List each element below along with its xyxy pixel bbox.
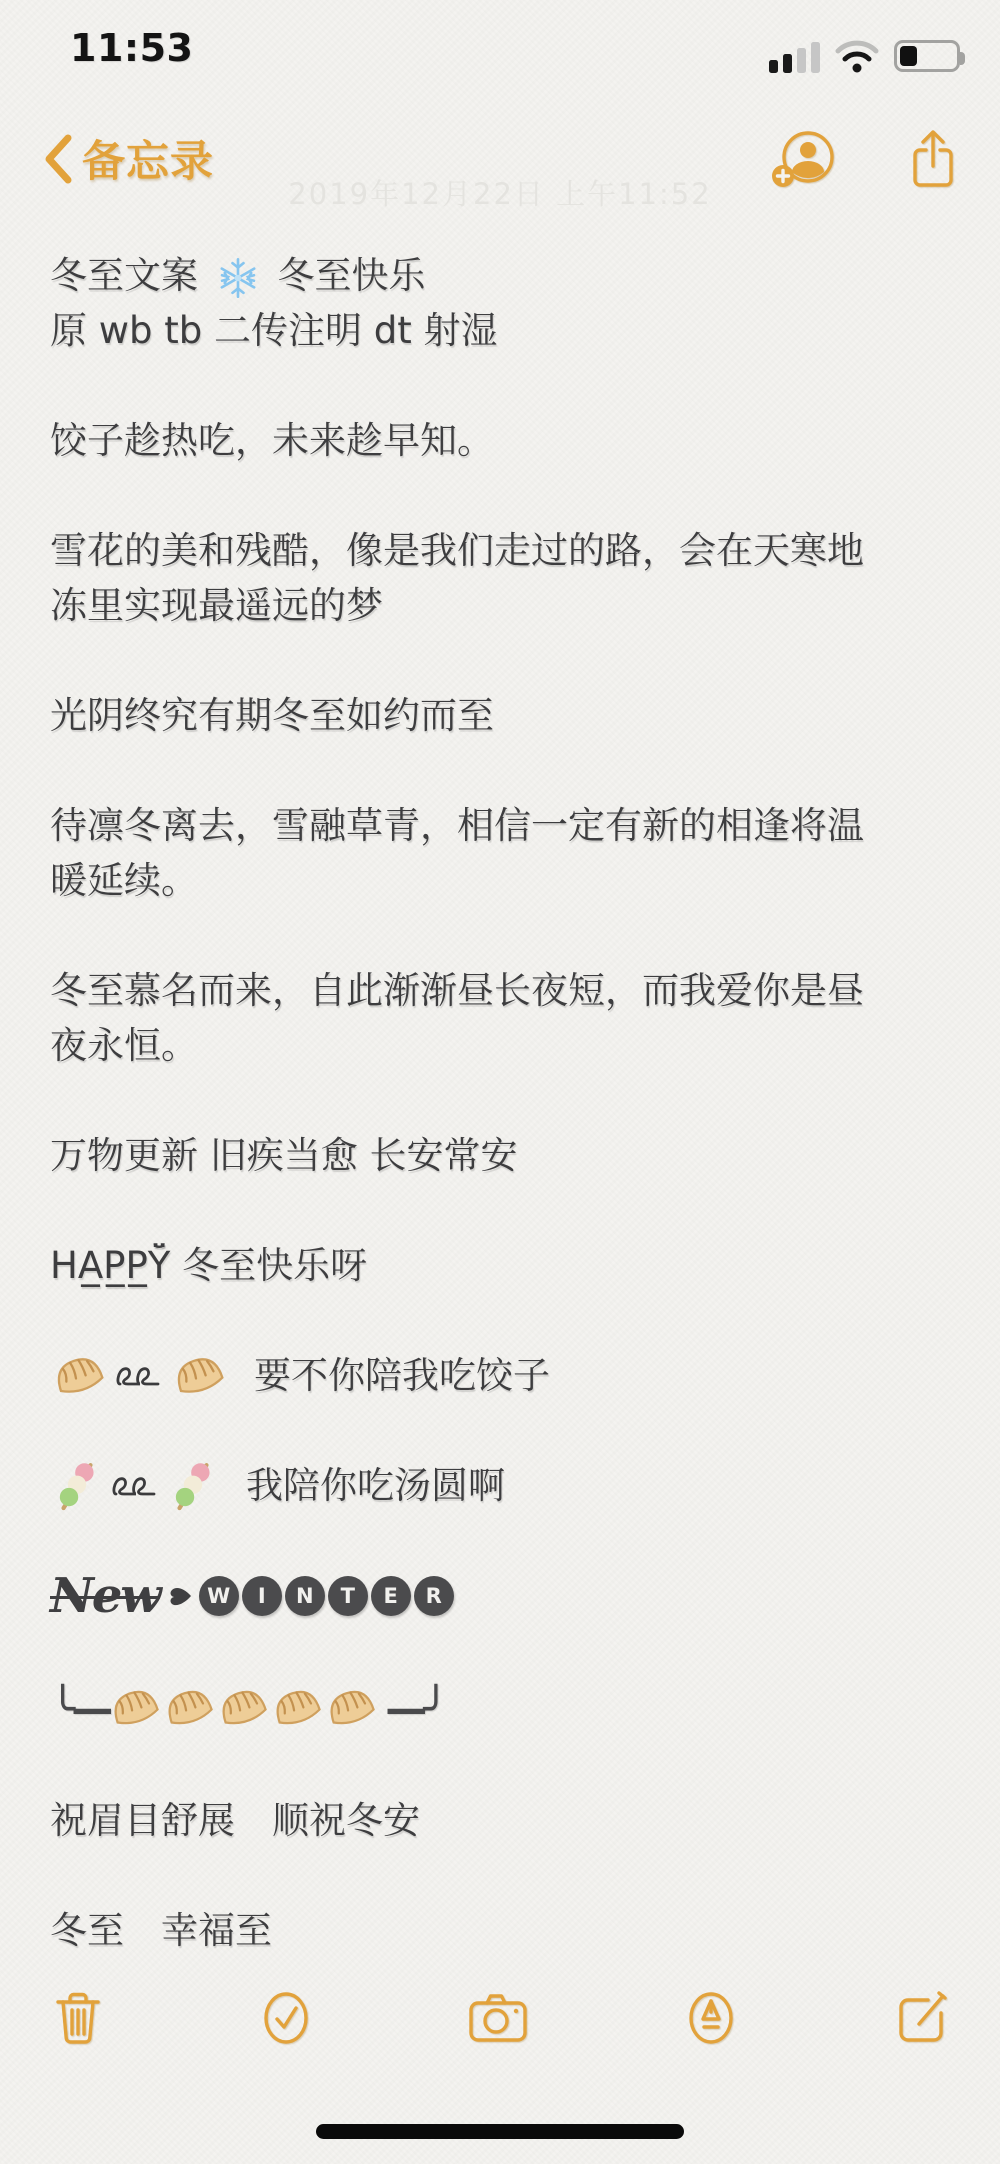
note-line-renewal: 万物更新 旧疾当愈 长安常安 <box>50 1134 518 1177</box>
home-indicator[interactable] <box>316 2124 684 2139</box>
back-label: 备忘录 <box>82 137 214 187</box>
note-line-title <box>50 248 960 303</box>
dumpling-emoji <box>107 1680 163 1736</box>
cellular-signal-icon <box>769 39 820 73</box>
trash-icon <box>52 1988 104 2048</box>
heart-arrow-icon <box>164 1581 194 1611</box>
dango-reply-text: 我陪你吃汤圆啊 <box>246 1464 505 1507</box>
note-line-dumpling-invite <box>50 1348 960 1403</box>
dumpling-emoji <box>170 1347 228 1405</box>
title-post: 冬至快乐 <box>265 254 426 297</box>
note-line-final: 冬至 幸福至 <box>50 1909 272 1952</box>
note-line-dango-reply <box>50 1458 960 1513</box>
paragraph-love <box>50 963 960 1073</box>
paragraph-snowflakes <box>50 523 960 633</box>
paragraph-title <box>50 248 960 358</box>
note-line: 雪花的美和残酷，像是我们走过的路，会在天寒地 <box>50 529 864 572</box>
note-line-dumpling-wisdom: 饺子趁热吃，未来趁早知。 <box>50 419 494 462</box>
dumpling-emoji <box>323 1680 379 1736</box>
dango-emoji <box>166 1459 220 1513</box>
paragraph-wait-winter <box>50 798 960 908</box>
dango-emoji <box>50 1459 104 1513</box>
circled-letter-t: T <box>328 1576 368 1616</box>
note-line: 夜永恒。 <box>50 1024 198 1067</box>
status-bar <box>769 34 960 78</box>
compose-icon <box>892 1988 952 2048</box>
note-line-dumpling-border <box>50 1678 960 1738</box>
new-script-text: New <box>50 1567 160 1624</box>
compose-button[interactable] <box>892 1988 952 2048</box>
note-line-credit: 原 wb tb 二传注明 dt 射湿 <box>50 309 498 352</box>
bottom-toolbar <box>0 1978 1000 2058</box>
markup-button[interactable] <box>685 1987 737 2049</box>
title-pre: 冬至文案 <box>50 254 210 297</box>
note-line-time: 光阴终究有期冬至如约而至 <box>50 694 494 737</box>
wifi-icon <box>834 38 880 74</box>
checkmark-circle-icon <box>260 1987 312 2049</box>
circled-letter-r: R <box>414 1576 454 1616</box>
double-curly-loop-emoji <box>112 1471 158 1501</box>
border-right-bracket: —╯ <box>385 1683 445 1733</box>
circled-letter-i: I <box>242 1576 282 1616</box>
dumpling-emoji <box>50 1347 108 1405</box>
circled-letter-e: E <box>371 1576 411 1616</box>
snowflake-emoji <box>210 256 266 300</box>
note-body[interactable] <box>50 248 960 2013</box>
dumpling-invite-text: 要不你陪我吃饺子 <box>254 1354 550 1397</box>
camera-button[interactable] <box>467 1991 529 2045</box>
battery-icon <box>894 40 960 72</box>
marker-pen-icon <box>685 1987 737 2049</box>
note-line: 暖延续。 <box>50 859 198 902</box>
circled-letter-w: W <box>199 1576 239 1616</box>
dumpling-emoji <box>269 1680 325 1736</box>
note-line-wish: 祝眉目舒展 顺祝冬安 <box>50 1799 420 1842</box>
note-line: 冻里实现最遥远的梦 <box>50 584 383 627</box>
note-line: 冬至慕名而来，自此渐渐昼长夜短，而我爱你是昼 <box>50 969 864 1012</box>
note-line-new-winter <box>50 1568 960 1623</box>
dumpling-emoji <box>215 1680 271 1736</box>
note-date: 2019年12月22日 上午11:52 <box>288 177 712 211</box>
camera-icon <box>467 1991 529 2045</box>
delete-button[interactable] <box>52 1988 104 2048</box>
circled-letter-n: N <box>285 1576 325 1616</box>
border-left-bracket: ╰— <box>50 1683 110 1733</box>
checklist-button[interactable] <box>260 1987 312 2049</box>
note-line-happy: HA̲P̲P̲Y̆̈ 冬至快乐呀 <box>50 1244 368 1287</box>
double-curly-loop-emoji <box>116 1361 162 1391</box>
dumpling-emoji <box>161 1680 217 1736</box>
status-time: 11:53 <box>70 26 194 70</box>
note-line: 待凛冬离去，雪融草青，相信一定有新的相逢将温 <box>50 804 864 847</box>
